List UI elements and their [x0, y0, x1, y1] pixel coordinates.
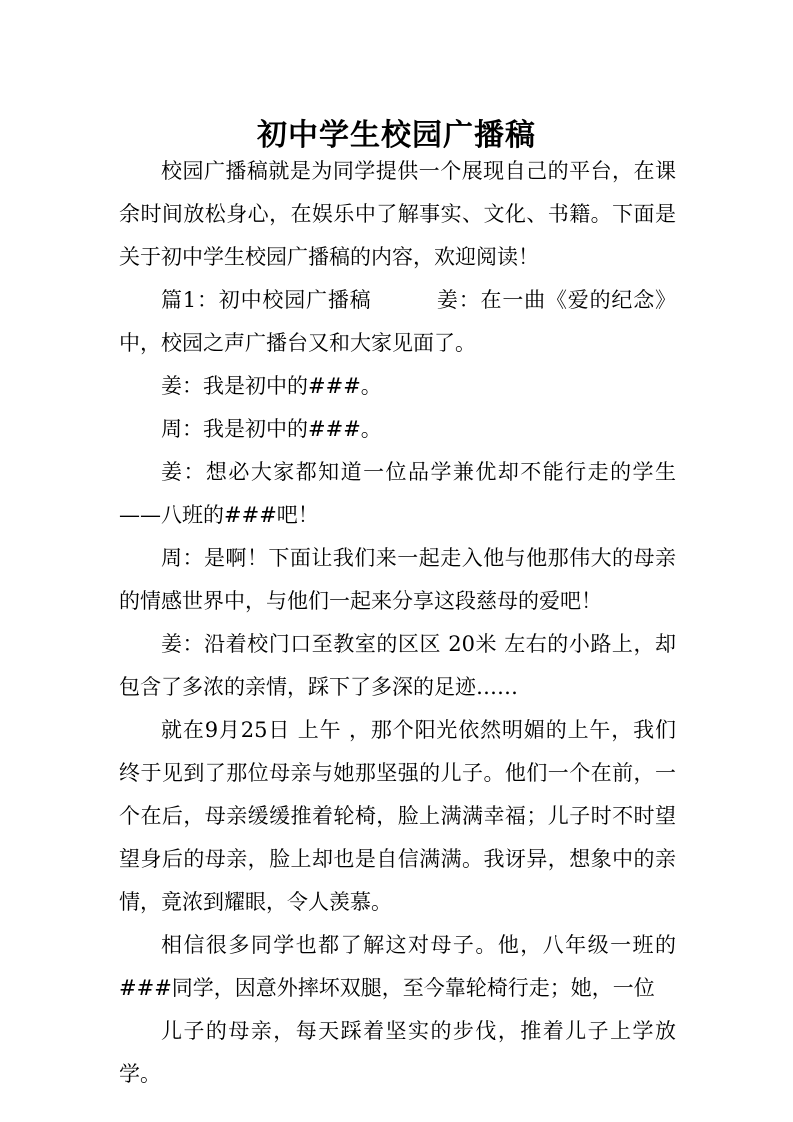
paragraph-intro: 校园广播稿就是为同学提供一个展现自己的平台，在课余时间放松身心，在娱乐中了解事实、文化、书籍。下面是关于初中学生校园广播稿的内容，欢迎阅读！: [119, 159, 676, 269]
paragraph-dialogue: 姜：想必大家都知道一位品学兼优却不能行走的学生——八班的###吧！: [119, 460, 676, 527]
document-title: 初中学生校园广播稿: [257, 118, 536, 154]
paragraph-dialogue: 周：我是初中的###。: [161, 417, 382, 441]
paragraph-narrative: 儿子的母亲，每天踩着坚实的步伐，推着儿子上学放学。: [119, 1019, 676, 1086]
paragraph-dialogue: 姜：沿着校门口至教室的区区 20米 左右的小路上，却包含了多浓的亲情，踩下了多深的足迹……: [119, 632, 676, 699]
paragraph-dialogue: 姜：我是初中的###。: [161, 374, 382, 398]
paragraph-narrative: 相信很多同学也都了解这对母子。他，八年级一班的###同学，因意外摔坏双腿，至今靠轮椅行走；她，一位: [119, 933, 676, 1000]
paragraph-narrative: 就在9月25日 上午 ，那个阳光依然明媚的上午，我们终于见到了那位母亲与她那坚强的儿子。他们一个在前，一个在后，母亲缓缓推着轮椅，脸上满满幸福；儿子时不时望望身后的母亲，脸上却也是自信满满。我讶异，想象中的亲情，竟浓到耀眼，令人羡慕。: [119, 718, 676, 914]
paragraph-opening: 篇1：初中校园广播稿 姜：在一曲《爱的纪念》中，校园之声广播台又和大家见面了。: [119, 288, 676, 355]
document-body: [119, 150, 676, 1096]
paragraph-dialogue: 周：是啊！下面让我们来一起走入他与他那伟大的母亲的情感世界中，与他们一起来分享这段慈母的爱吧！: [119, 546, 676, 613]
